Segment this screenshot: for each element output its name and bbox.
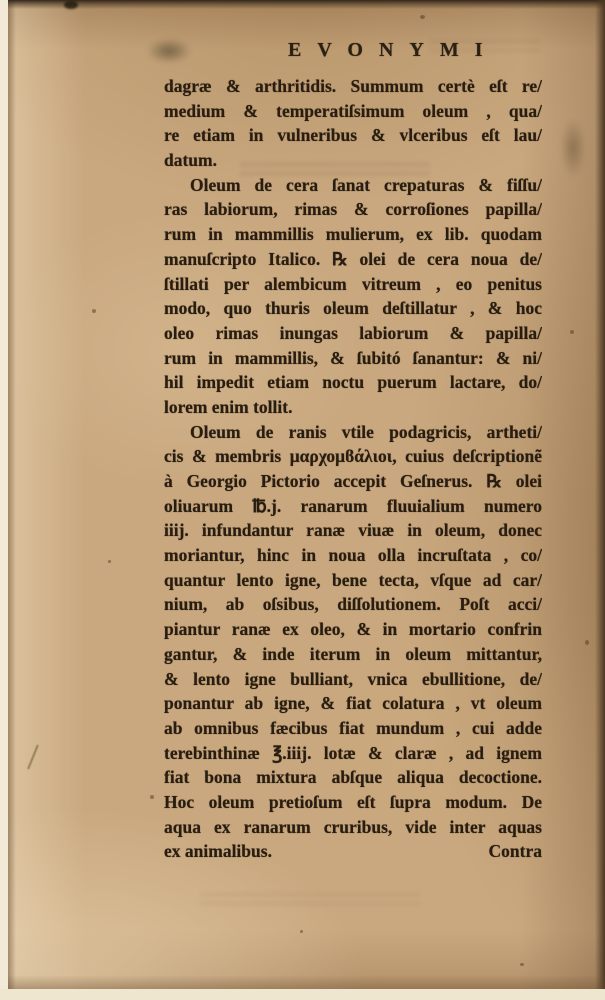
text-line: Hoc oleum pretioſum eſt ſupra modum. De [164, 791, 542, 812]
catchword-line [164, 839, 542, 864]
ink-smudge [146, 38, 192, 64]
text-line: Oleum de ranis vtile podagricis, artheti/ [190, 421, 542, 442]
paper-speck [108, 560, 111, 563]
text-line: re etiam in vulneribus & vlceribus eſt lau/ [164, 125, 542, 146]
text-line: Oleum de cera ſanat crepaturas & fiſſu/ [190, 174, 542, 195]
text-line: modo, quo thuris oleum deſtillatur , & hoc [164, 298, 542, 319]
text-line: ſtillati per alembicum vitreum , eo penitus [164, 273, 542, 294]
scan-edge-bottom [0, 989, 605, 1000]
text-line: terebinthinæ ℥.iiij. lotæ & claræ , ad ignem [164, 742, 542, 763]
paper-speck [520, 963, 524, 966]
scan-edge-right [595, 0, 605, 1000]
paper-speck [585, 640, 589, 645]
scratch-mark [27, 745, 39, 770]
ink-bleed-through [200, 893, 420, 905]
text-line: & lento igne bulliant, vnica ebullitione, de/ [164, 668, 542, 689]
text-line: oliuarum ℔.j. ranarum fluuialium numero [164, 495, 542, 516]
text-line: cis & membris μαρχομϐάλιοι, cuius deſcriptionẽ [164, 446, 542, 467]
text-line: nium, ab oſsibus, diſſolutionem. Poſt acci/ [164, 594, 542, 615]
text-line: rum in mammillis mulierum, ex lib. quodam [164, 224, 542, 245]
text-line: oleo rimas inungas labiorum & papilla/ [164, 322, 542, 343]
scan-edge-left [0, 0, 8, 1000]
text-line: aqua ex ranarum cruribus, vide inter aquas [164, 816, 542, 837]
text-line: manuſcripto Italico. ℞ olei de cera noua de/ [164, 248, 542, 269]
text-line: piantur ranæ ex oleo, & in mortario confrin [164, 619, 542, 640]
text-line: lorem enim tollit. [164, 396, 293, 417]
text-line: medium & temperatiſsimum oleum , qua/ [164, 100, 542, 121]
text-line: à Georgio Pictorio accepit Geſnerus. ℞ olei [164, 471, 542, 491]
page-edge-shadow [8, 0, 16, 1000]
paper-speck [420, 15, 425, 19]
stain [560, 118, 586, 178]
paragraphs [164, 74, 542, 839]
text-line: iiij. infundantur ranæ viuæ in oleum, donec [164, 520, 542, 541]
text-line: quantur lento igne, bene tecta, vſque ad car/ [164, 569, 542, 590]
text-line: ras labiorum, rimas & corroſiones papilla/ [164, 199, 542, 220]
text-line: rum in mammillis, & ſubitó ſanantur: & ni/ [164, 347, 542, 368]
ink-spot [64, 1, 78, 9]
text-line: ab omnibus fæcibus fiat mundum , cui adde [164, 717, 542, 738]
running-header: EVONYMI [288, 39, 499, 61]
text-line: hil impedit etiam noctu puerum lactare, do/ [164, 372, 542, 393]
text-line: dagræ & arthritidis. Summum certè eſt re/ [164, 76, 542, 96]
text-line: moriantur, hinc in noua olla incruſtata , co/ [164, 545, 542, 566]
scan-edge-top [8, 0, 605, 9]
text-line: ponantur ab igne, & fiat colatura , vt oleum [164, 693, 542, 714]
text-line: gantur, & inde iterum in oleum mittantur, [164, 643, 542, 664]
catchword: Contra [488, 841, 542, 862]
paper-speck [300, 930, 303, 933]
paper-speck [570, 330, 574, 334]
text-line: datum. [164, 150, 217, 171]
page-text-block [164, 74, 542, 864]
text-line: ex animalibus. [164, 841, 272, 862]
text-line: fiat bona mixtura abſque aliqua decoctione. [164, 767, 542, 788]
paper-speck [92, 309, 96, 313]
paper-speck [150, 795, 154, 799]
page-edge-bottom-shadow [8, 975, 605, 989]
